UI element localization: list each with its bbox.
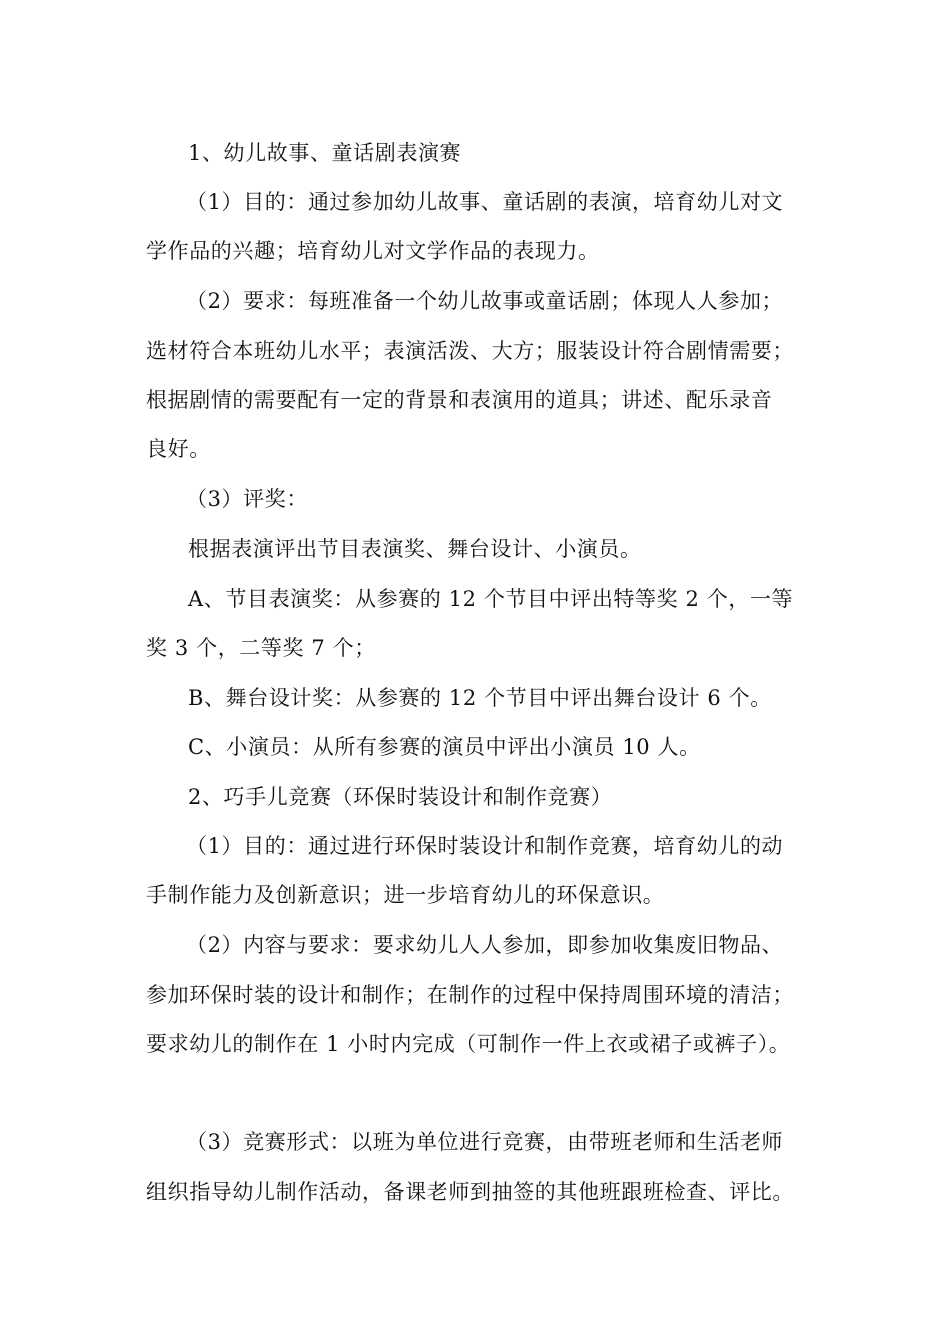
paragraph-line: 参加环保时装的设计和制作；在制作的过程中保持周围环境的清洁；	[146, 983, 794, 1007]
paragraph-line: （2）内容与要求：要求幼儿人人参加，即参加收集废旧物品、	[186, 933, 784, 957]
paragraph-line: 要求幼儿的制作在 1 小时内完成（可制作一件上衣或裙子或裤子）。	[146, 1032, 791, 1056]
paragraph-line: （3）评奖：	[186, 487, 308, 511]
paragraph-line: 良好。	[146, 437, 211, 461]
section-heading-1: 1、幼儿故事、童话剧表演赛	[188, 141, 462, 165]
paragraph-line: C、小演员：从所有参赛的演员中评出小演员 10 人。	[188, 735, 701, 759]
paragraph-line: 根据表演评出节目表演奖、舞台设计、小演员。	[188, 537, 642, 561]
paragraph-line: 手制作能力及创新意识；进一步培育幼儿的环保意识。	[146, 883, 665, 907]
paragraph-line: 选材符合本班幼儿水平；表演活泼、大方；服装设计符合剧情需要；	[146, 339, 794, 363]
paragraph-line: （2）要求：每班准备一个幼儿故事或童话剧；体现人人参加；	[186, 289, 784, 313]
paragraph-line: 学作品的兴趣；培育幼儿对文学作品的表现力。	[146, 239, 600, 263]
paragraph-line: 奖 3 个，二等奖 7 个；	[146, 636, 376, 660]
paragraph-line: 根据剧情的需要配有一定的背景和表演用的道具；讲述、配乐录音	[146, 388, 773, 412]
paragraph-line: B、舞台设计奖：从参赛的 12 个节目中评出舞台设计 6 个。	[188, 686, 772, 710]
section-heading-2: 2、巧手儿竞赛（环保时装设计和制作竞赛）	[188, 785, 613, 809]
paragraph-line: 组织指导幼儿制作活动，备课老师到抽签的其他班跟班检查、评比。	[146, 1180, 794, 1204]
paragraph-line: （1）目的：通过参加幼儿故事、童话剧的表演，培育幼儿对文	[186, 190, 784, 214]
paragraph-line: （1）目的：通过进行环保时装设计和制作竞赛，培育幼儿的动	[186, 834, 784, 858]
paragraph-line: A、节目表演奖：从参赛的 12 个节目中评出特等奖 2 个，一等	[188, 587, 794, 611]
paragraph-line: （3）竞赛形式：以班为单位进行竞赛，由带班老师和生活老师	[186, 1130, 784, 1154]
